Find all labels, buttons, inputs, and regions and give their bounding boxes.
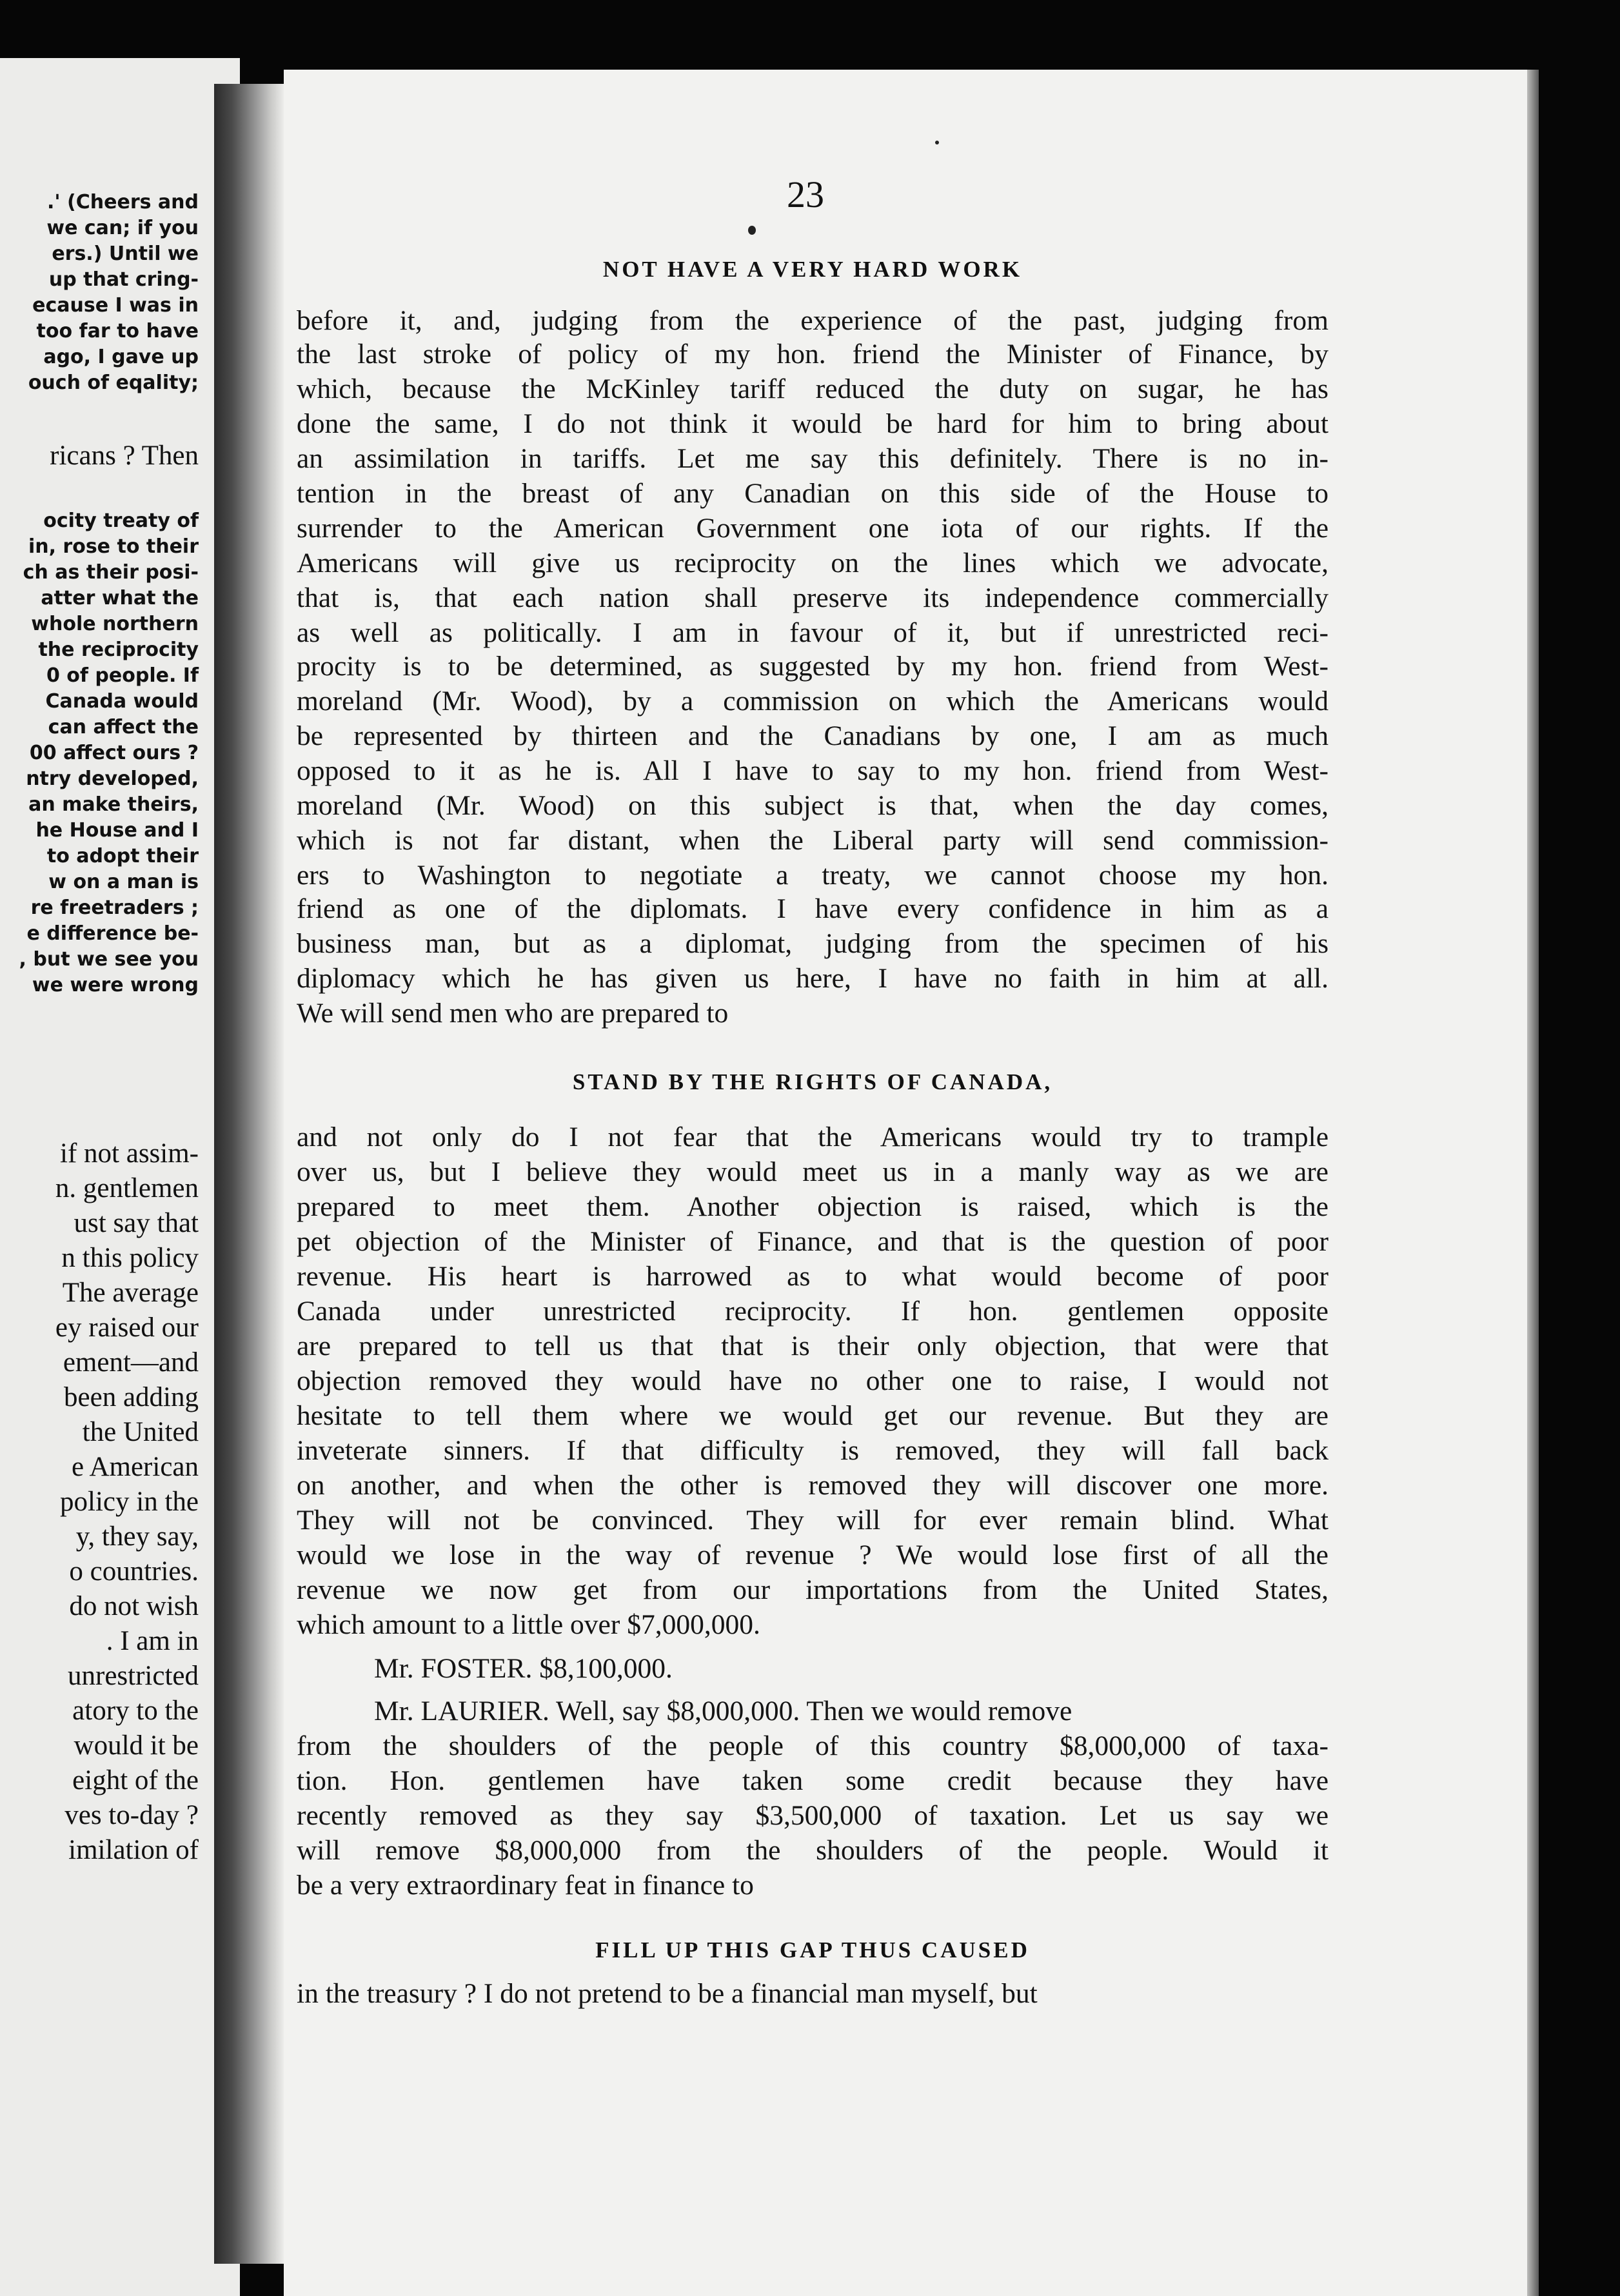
- speech-line: Mr. FOSTER. $8,100,000.: [374, 1653, 673, 1684]
- section-heading: FILL UP THIS GAP THUS CAUSED: [595, 1937, 1030, 1963]
- text-line: which is not far distant, when the Liberal party will send commission-: [297, 825, 1329, 856]
- facing-page-line: , but we see you: [19, 948, 199, 971]
- facing-page-line: do not wish: [69, 1591, 199, 1621]
- facing-page-line: ecause I was in: [32, 294, 199, 317]
- facing-page-line: e American: [72, 1452, 199, 1482]
- text-line: moreland (Mr. Wood), by a commission on which the Americans would: [297, 686, 1329, 717]
- facing-page-line: ch as their posi-: [23, 561, 199, 584]
- speech-line: will remove $8,000,000 from the shoulders of the people. Would it: [297, 1835, 1329, 1866]
- text-line: before it, and, judging from the experience of the past, judging from: [297, 305, 1329, 336]
- facing-page-line: ago, I gave up: [43, 346, 199, 368]
- facing-page-line: can affect the: [48, 716, 199, 738]
- facing-page-line: Canada would: [45, 690, 199, 713]
- text-line: in the treasury ? I do not pretend to be a financial man myself, but: [297, 1978, 1038, 2009]
- facing-page-line: o countries.: [69, 1556, 199, 1587]
- section-heading: STAND BY THE RIGHTS OF CANADA,: [572, 1069, 1053, 1094]
- speech-line: recently removed as they say $3,500,000 of taxation. Let us say we: [297, 1800, 1329, 1831]
- facing-page-line: 00 affect ours ?: [29, 742, 199, 764]
- speech-line: from the shoulders of the people of this country $8,000,000 of taxa-: [297, 1730, 1329, 1761]
- text-line: done the same, I do not think it would be hard for him to bring about: [297, 408, 1329, 439]
- text-line: and not only do I not fear that the Americans would try to trample: [297, 1122, 1329, 1153]
- text-line: Americans will give us reciprocity on the lines which we advocate,: [297, 548, 1329, 579]
- facing-page-line: e difference be-: [26, 922, 199, 945]
- text-line: which amount to a little over $7,000,000.: [297, 1609, 760, 1640]
- text-line: prepared to meet them. Another objection is raised, which is the: [297, 1191, 1329, 1222]
- facing-page-line: an make theirs,: [28, 793, 199, 816]
- facing-page-line: 0 of people. If: [46, 664, 199, 687]
- facing-page-line: ey raised our: [55, 1312, 199, 1343]
- facing-page-line: policy in the: [60, 1487, 199, 1517]
- facing-page-line: if not assim-: [60, 1138, 199, 1169]
- text-line: that is, that each nation shall preserve its independence commercially: [297, 582, 1329, 613]
- text-line: which, because the McKinley tariff reduced the duty on sugar, he has: [297, 373, 1329, 404]
- facing-page-line: ricans ? Then: [50, 440, 199, 471]
- speech-line: be a very extraordinary feat in finance to: [297, 1870, 754, 1901]
- text-line: surrender to the American Government one iota of our rights. If the: [297, 513, 1329, 544]
- facing-page-line: imilation of: [68, 1835, 199, 1865]
- text-line: business man, but as a diplomat, judging from the specimen of his: [297, 928, 1329, 959]
- text-line: pet objection of the Minister of Finance, and that is the question of poor: [297, 1226, 1329, 1257]
- ink-speck: [748, 226, 756, 235]
- facing-page-line: n. gentlemen: [55, 1173, 199, 1203]
- text-line: They will not be convinced. They will for ever remain blind. What: [297, 1505, 1329, 1536]
- facing-page-line: whole northern: [31, 613, 199, 635]
- text-line: as well as politically. I am in favour of it, but if unrestricted reci-: [297, 617, 1329, 648]
- facing-page-line: ust say that: [74, 1208, 199, 1238]
- facing-page-line: the United: [82, 1417, 199, 1447]
- text-line: revenue we now get from our importations from the United States,: [297, 1574, 1329, 1605]
- facing-page-line: too far to have: [36, 320, 199, 342]
- facing-page-line: up that cring-: [48, 268, 199, 291]
- text-line: over us, but I believe they would meet us in a manly way as we are: [297, 1156, 1329, 1187]
- facing-page-line: atory to the: [72, 1696, 199, 1726]
- text-line: procity is to be determined, as suggested by my hon. friend from West-: [297, 651, 1329, 682]
- text-line: Canada under unrestricted reciprocity. If hon. gentlemen opposite: [297, 1296, 1329, 1327]
- facing-page-line: to adopt their: [46, 845, 199, 867]
- text-line: an assimilation in tariffs. Let me say this definitely. There is no in-: [297, 443, 1329, 474]
- facing-page-line: ntry developed,: [26, 767, 199, 790]
- text-line: moreland (Mr. Wood) on this subject is that, when the day comes,: [297, 790, 1329, 821]
- facing-page-line: .' (Cheers and: [47, 191, 199, 213]
- section-heading: NOT HAVE A VERY HARD WORK: [602, 257, 1023, 282]
- facing-page-line: in, rose to their: [28, 535, 199, 558]
- facing-page-line: would it be: [74, 1730, 199, 1761]
- facing-page-line: re freetraders ;: [30, 896, 199, 919]
- text-line: are prepared to tell us that that is their only objection, that were that: [297, 1331, 1329, 1361]
- facing-page-line: ocity treaty of: [43, 510, 199, 532]
- facing-page-line: . I am in: [106, 1626, 199, 1656]
- facing-page-line: ves to-day ?: [64, 1800, 199, 1830]
- text-line: We will send men who are prepared to: [297, 998, 729, 1029]
- facing-page-line: been adding: [64, 1382, 199, 1412]
- text-line: on another, and when the other is removed they will discover one more.: [297, 1470, 1329, 1501]
- facing-page-line: we were wrong: [32, 974, 199, 996]
- text-line: diplomacy which he has given us here, I have no faith in him at all.: [297, 963, 1329, 994]
- text-line: inveterate sinners. If that difficulty is removed, they will fall back: [297, 1435, 1329, 1466]
- text-line: objection removed they would have no other one to raise, I would not: [297, 1365, 1329, 1396]
- page-edge: [1527, 70, 1539, 2296]
- text-line: opposed to it as he is. All I have to say to my hon. friend from West-: [297, 755, 1329, 786]
- text-line: would we lose in the way of revenue ? We would lose first of all the: [297, 1539, 1329, 1570]
- facing-page-line: The average: [62, 1278, 199, 1308]
- ink-speck: [935, 141, 939, 144]
- text-line: be represented by thirteen and the Canadians by one, I am as much: [297, 720, 1329, 751]
- speech-line: tion. Hon. gentlemen have taken some credit because they have: [297, 1765, 1329, 1796]
- facing-page-line: n this policy: [61, 1243, 199, 1273]
- text-line: friend as one of the diplomats. I have every confidence in him as a: [297, 893, 1329, 924]
- text-line: hesitate to tell them where we would get our revenue. But they are: [297, 1400, 1329, 1431]
- facing-page-line: the reciprocity: [38, 638, 199, 661]
- facing-page-line: unrestricted: [68, 1661, 199, 1691]
- text-line: revenue. His heart is harrowed as to what would become of poor: [297, 1261, 1329, 1292]
- speech-line: Mr. LAURIER. Well, say $8,000,000. Then we would remove: [374, 1696, 1072, 1727]
- facing-page-line: we can; if you: [46, 217, 199, 239]
- text-line: the last stroke of policy of my hon. friend the Minister of Finance, by: [297, 339, 1329, 370]
- facing-page-line: y, they say,: [75, 1521, 199, 1552]
- facing-page-line: he House and I: [35, 819, 199, 842]
- text-line: tention in the breast of any Canadian on this side of the House to: [297, 478, 1329, 509]
- facing-page-line: ement—and: [63, 1347, 199, 1378]
- facing-page-line: ers.) Until we: [52, 242, 199, 265]
- facing-page-left: [0, 58, 240, 2296]
- facing-page-line: ouch of eqality;: [28, 371, 199, 394]
- book-gutter: [214, 84, 285, 2264]
- facing-page-line: eight of the: [72, 1765, 199, 1796]
- text-line: ers to Washington to negotiate a treaty, we cannot choose my hon.: [297, 860, 1329, 891]
- facing-page-line: atter what the: [41, 587, 199, 609]
- page-number: 23: [787, 173, 824, 215]
- facing-page-line: w on a man is: [48, 871, 199, 893]
